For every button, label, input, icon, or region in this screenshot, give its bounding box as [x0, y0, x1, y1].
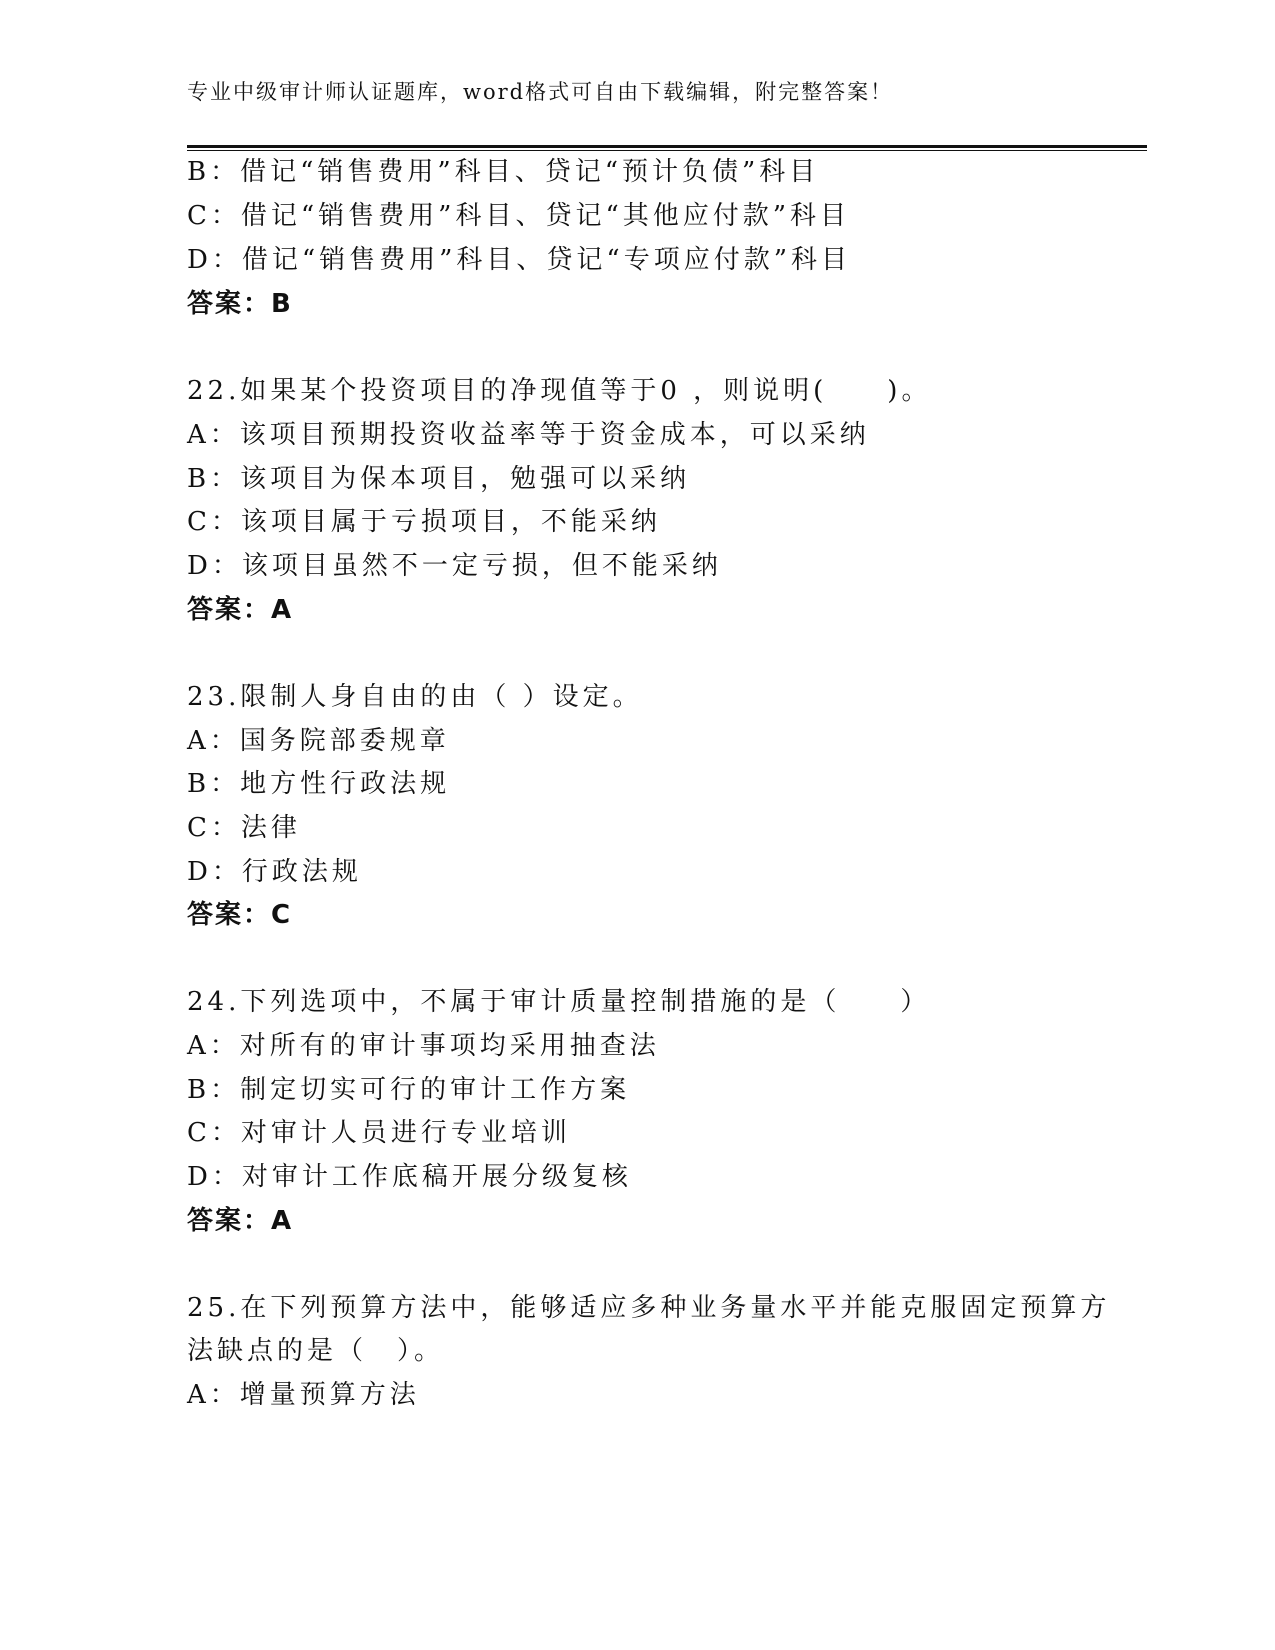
- q22-option-c: C：该项目属于亏损项目，不能采纳: [187, 507, 661, 537]
- q23-option-d: D：行政法规: [187, 857, 362, 887]
- q25-question-line-2: 法缺点的是（ ）。: [187, 1336, 445, 1366]
- q23-answer: 答案：C: [187, 900, 293, 930]
- q23-option-b: B：地方性行政法规: [187, 769, 451, 799]
- q24-option-b: B：制定切实可行的审计工作方案: [187, 1075, 631, 1105]
- q22-option-d: D：该项目虽然不一定亏损，但不能采纳: [187, 551, 722, 581]
- q23-question: 23.限制人身自由的由（ ）设定。: [187, 682, 643, 712]
- q21-option-b: B：借记“销售费用”科目、贷记“预计负债”科目: [187, 157, 820, 187]
- q22-option-b: B：该项目为保本项目，勉强可以采纳: [187, 464, 691, 494]
- q23-option-a: A：国务院部委规章: [187, 726, 450, 756]
- q24-answer: 答案：A: [187, 1206, 294, 1236]
- q21-option-d: D：借记“销售费用”科目、贷记“专项应付款”科目: [187, 245, 852, 275]
- q25-option-a: A：增量预算方法: [187, 1380, 420, 1410]
- header-rule-thin: [187, 150, 1147, 151]
- q24-question: 24.下列选项中，不属于审计质量控制措施的是（ ）: [187, 987, 931, 1017]
- q21-option-c: C：借记“销售费用”科目、贷记“其他应付款”科目: [187, 201, 851, 231]
- q25-question-line-1: 25.在下列预算方法中，能够适应多种业务量水平并能克服固定预算方: [187, 1293, 1111, 1323]
- q21-answer: 答案：B: [187, 289, 293, 319]
- q24-option-c: C：对审计人员进行专业培训: [187, 1118, 571, 1148]
- header-rule-thick: [187, 145, 1147, 148]
- page-header: 专业中级审计师认证题库，word格式可自由下载编辑，附完整答案！: [187, 80, 894, 104]
- q22-option-a: A：该项目预期投资收益率等于资金成本，可以采纳: [187, 420, 870, 450]
- q23-option-c: C：法律: [187, 813, 301, 843]
- q22-question: 22.如果某个投资项目的净现值等于0 ，则说明( )。: [187, 376, 932, 406]
- q24-option-d: D：对审计工作底稿开展分级复核: [187, 1162, 632, 1192]
- q22-answer: 答案：A: [187, 595, 294, 625]
- q24-option-a: A：对所有的审计事项均采用抽查法: [187, 1031, 660, 1061]
